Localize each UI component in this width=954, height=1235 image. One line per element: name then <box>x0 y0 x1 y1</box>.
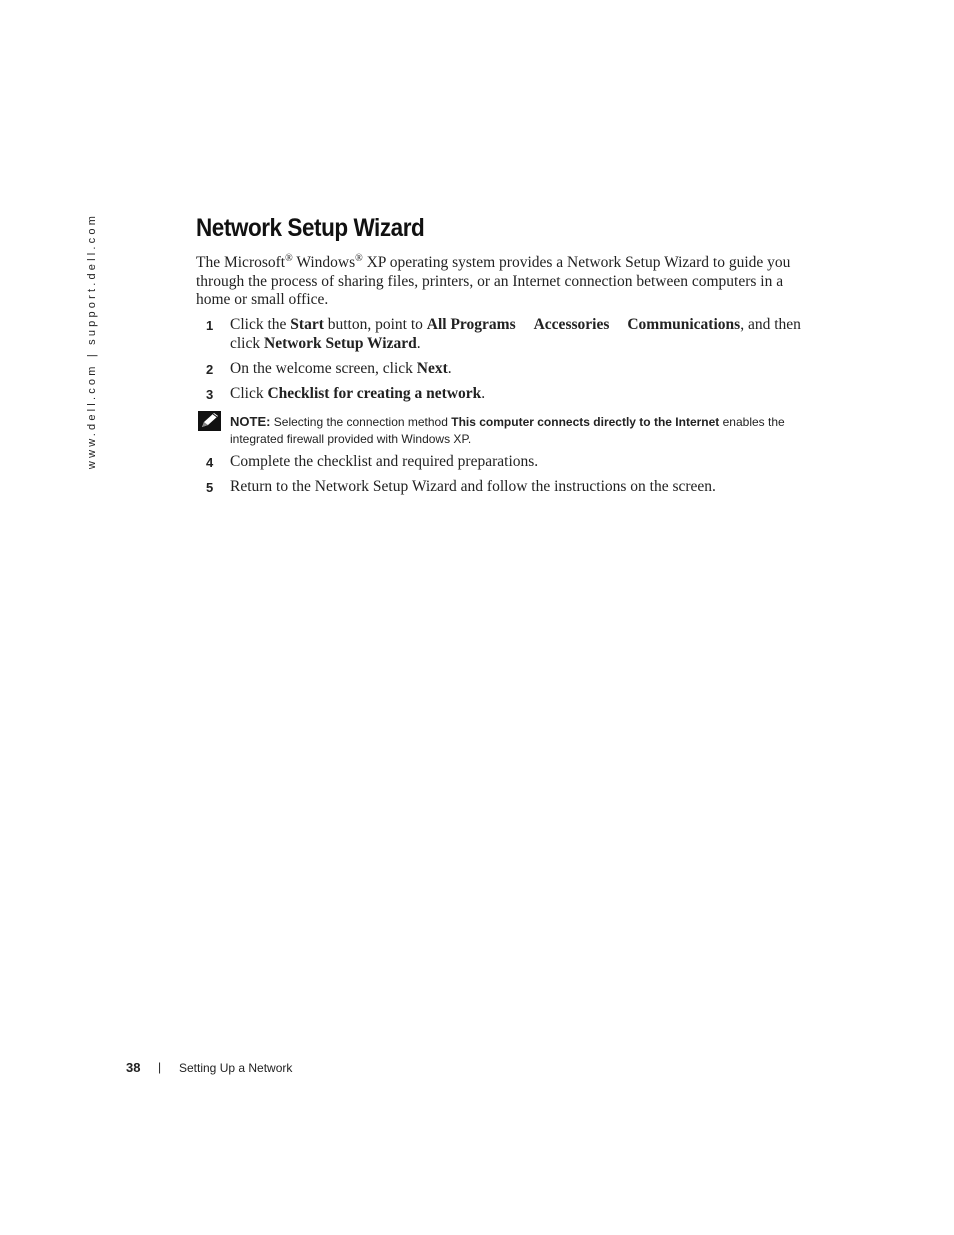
footer-section-title: Setting Up a Network <box>179 1061 293 1075</box>
intro-text-1: The Microsoft <box>196 254 286 271</box>
step-number: 2 <box>206 362 214 377</box>
step-text-plain: . <box>447 360 452 377</box>
pencil-note-icon <box>198 411 221 431</box>
registered-mark-1: ® <box>285 252 293 264</box>
step-text-plain: . <box>481 385 486 402</box>
step-text-plain: . <box>416 334 421 352</box>
registered-mark-2: ® <box>355 252 363 264</box>
step-text <box>230 360 805 379</box>
page-number: 38 <box>126 1060 141 1075</box>
step-text-plain: Click the <box>230 316 291 333</box>
step-text-plain: Click <box>230 385 268 402</box>
step-number: 5 <box>206 480 214 495</box>
menu-communications: Communications <box>627 316 741 333</box>
step-text-plain: On the welcome screen, click <box>230 360 417 377</box>
button-next: Next <box>416 360 448 377</box>
menu-network-setup-wizard: Network Setup Wizard <box>264 334 417 352</box>
step-text-plain: button, point to <box>323 316 427 333</box>
side-url-text: www.dell.com | support.dell.com <box>86 212 98 470</box>
menu-start: Start <box>290 316 324 333</box>
step-text: Complete the checklist and required preparations. <box>230 453 539 470</box>
note-label: NOTE: <box>230 414 271 429</box>
side-url-banner <box>84 212 100 470</box>
intro-text-2: Windows <box>292 254 356 271</box>
note-text <box>230 413 802 448</box>
step-number: 3 <box>206 387 214 402</box>
note-text-plain: Selecting the connection method <box>270 415 452 429</box>
footer-separator: | <box>158 1060 162 1074</box>
menu-accessories: Accessories <box>533 316 610 333</box>
step-text: Return to the Network Setup Wizard and follow the instructions on the screen. <box>230 478 716 495</box>
step-text <box>230 316 805 353</box>
page-footer <box>126 1060 293 1075</box>
note-text-plain: enables the integrated firewall provided with Windows XP. <box>230 415 785 446</box>
step-number: 4 <box>206 455 214 470</box>
intro-text-3: XP operating system provides a Network Setup Wizard to guide you through the process of sharing files, printers, or an Internet connection between computers in a home or small office. <box>196 254 791 308</box>
step-text <box>230 385 805 404</box>
note-connection-method: This computer connects directly to the Internet <box>451 415 720 429</box>
step-number: 1 <box>206 318 214 333</box>
page-title: Network Setup Wizard <box>196 214 425 242</box>
intro-paragraph <box>196 254 806 310</box>
option-checklist: Checklist for creating a network <box>267 385 482 402</box>
menu-all-programs: All Programs <box>426 316 516 333</box>
step-text-plain: , and then click <box>230 316 801 352</box>
